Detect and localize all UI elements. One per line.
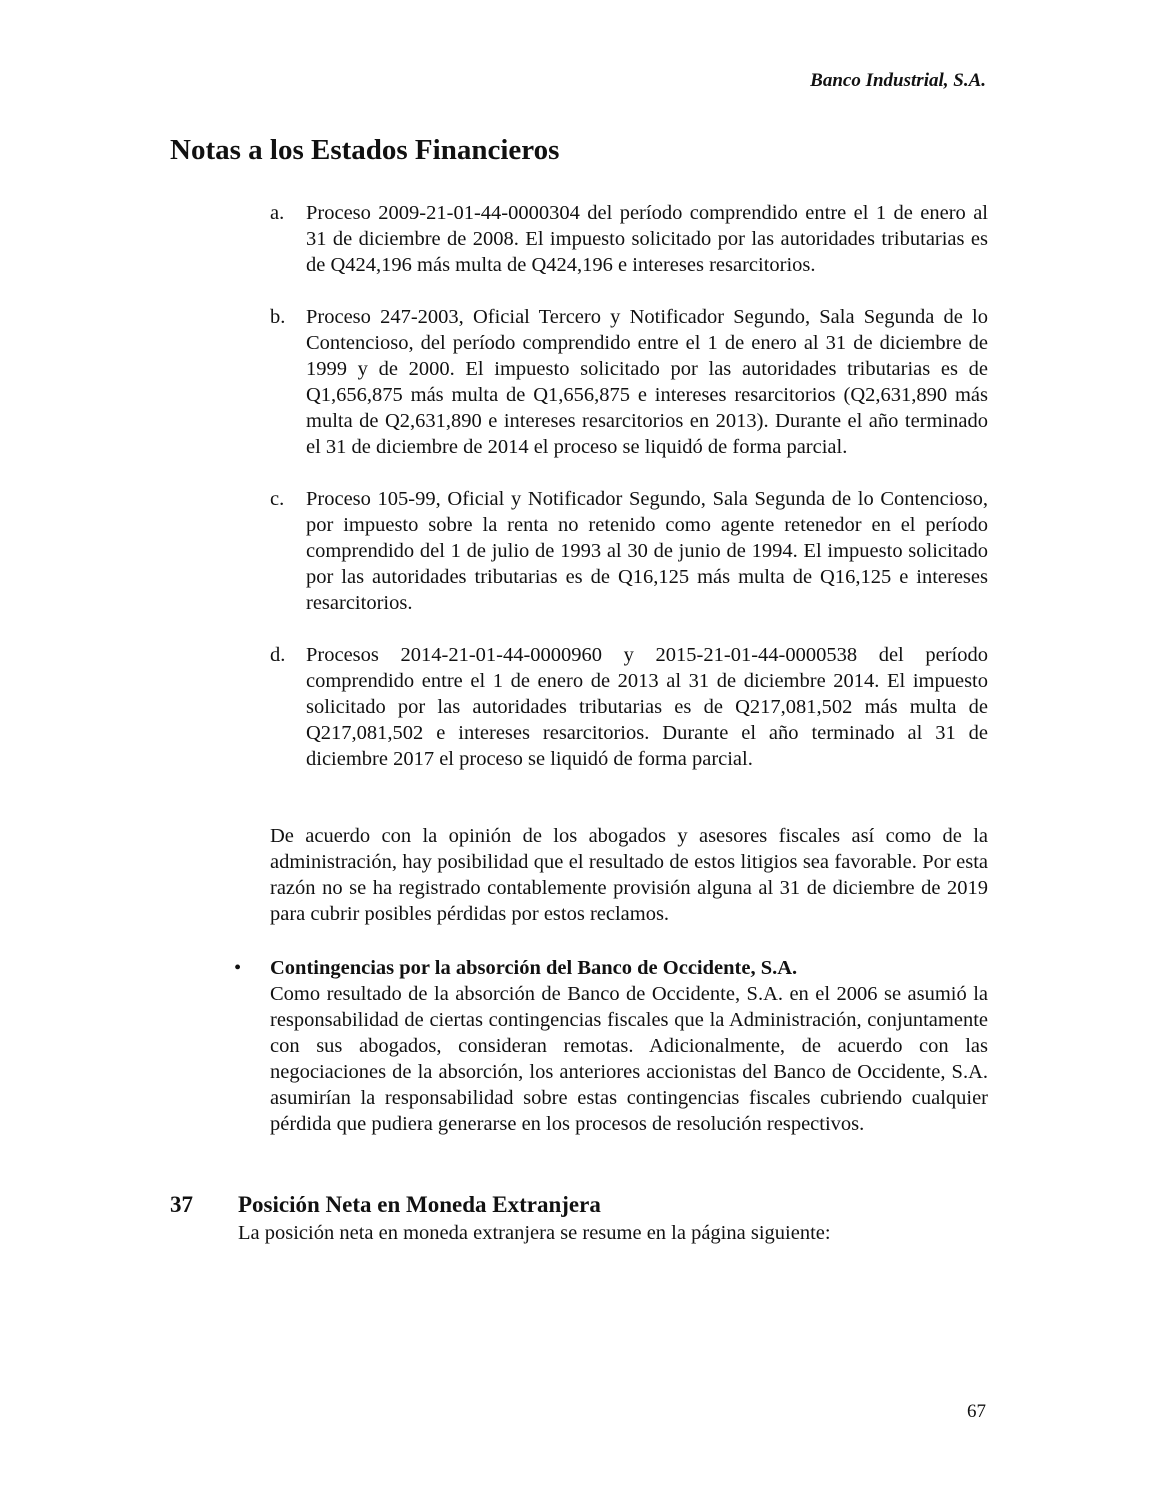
list-item-a bbox=[270, 200, 988, 278]
company-header: Banco Industrial, S.A. bbox=[810, 70, 986, 91]
section-title: Posición Neta en Moneda Extranjera bbox=[238, 1192, 601, 1217]
page-number: 67 bbox=[967, 1401, 986, 1422]
list-item-c bbox=[270, 486, 988, 616]
section-number: 37 bbox=[170, 1192, 193, 1217]
opinion-paragraph: De acuerdo con la opinión de los abogados y asesores fiscales así como de la administración, hay posibilidad que el resultado de estos litigios sea favorable. Por esta razón no se ha registrado contablemente provisión alguna al 31 de diciembre de 2019 para cubrir posibles pérdidas por estos reclamos. bbox=[270, 825, 988, 925]
item-letter: b. bbox=[270, 306, 286, 328]
process-list bbox=[270, 200, 988, 798]
item-text: Proceso 2009-21-01-44-0000304 del período comprendido entre el 1 de enero al 31 de diciembre de 2008. El impuesto solicitado por las autoridades tributarias es de Q424,196 más multa de Q424,196 e intereses resarcitorios. bbox=[306, 202, 988, 276]
list-item-b bbox=[270, 304, 988, 460]
page-title: Notas a los Estados Financieros bbox=[170, 134, 560, 166]
section-heading bbox=[170, 1190, 601, 1220]
section-text: La posición neta en moneda extranjera se resume en la página siguiente: bbox=[238, 1222, 831, 1244]
item-letter: c. bbox=[270, 488, 285, 510]
bullet-body: Como resultado de la absorción de Banco de Occidente, S.A. en el 2006 se asumió la responsabilidad de ciertas contingencias fiscales que la Administración, conjuntamente con sus abogados, consideran remotas. Adicionalmente, de acuerdo con las negociaciones de la absorción, los anteriores accionistas del Banco de Occidente, S.A. asumirían la responsabilidad sobre estas contingencias fiscales cubriendo cualquier pérdida que pudiera generarse en los procesos de resolución respectivos. bbox=[270, 983, 988, 1135]
item-text: Proceso 105-99, Oficial y Notificador Segundo, Sala Segunda de lo Contencioso, por impuesto sobre la renta no retenido como agente retenedor en el período comprendido del 1 de julio de 1993 al 30 de junio de 1994. El impuesto solicitado por las autoridades tributarias es de Q16,125 más multa de Q16,125 e intereses resarcitorios. bbox=[306, 488, 988, 614]
bullet-symbol: • bbox=[234, 957, 242, 979]
item-letter: a. bbox=[270, 202, 285, 224]
item-text: Proceso 247-2003, Oficial Tercero y Notificador Segundo, Sala Segunda de lo Contencioso, del período comprendido entre el 1 de enero al 31 de diciembre de 1999 y de 2000. El impuesto solicitado por las autoridades tributarias es de Q1,656,875 más multa de Q1,656,875 e intereses resarcitorios (Q2,631,890 más multa de Q2,631,890 e intereses resarcitorios en 2013). Durante el año terminado el 31 de diciembre de 2014 el proceso se liquidó de forma parcial. bbox=[306, 306, 988, 458]
bullet-heading bbox=[232, 955, 988, 981]
list-item-d bbox=[270, 642, 988, 772]
bullet-section bbox=[232, 955, 988, 1137]
item-letter: d. bbox=[270, 644, 286, 666]
item-text: Procesos 2014-21-01-44-0000960 y 2015-21-01-44-0000538 del período comprendido entre el 1 de enero de 2013 al 31 de diciembre 2014. El impuesto solicitado por las autoridades tributarias es de Q217,081,502 más multa de Q217,081,502 e intereses resarcitorios. Durante el año terminado al 31 de diciembre 2017 el proceso se liquidó de forma parcial. bbox=[306, 644, 988, 770]
bullet-title: Contingencias por la absorción del Banco de Occidente, S.A. bbox=[270, 957, 798, 979]
